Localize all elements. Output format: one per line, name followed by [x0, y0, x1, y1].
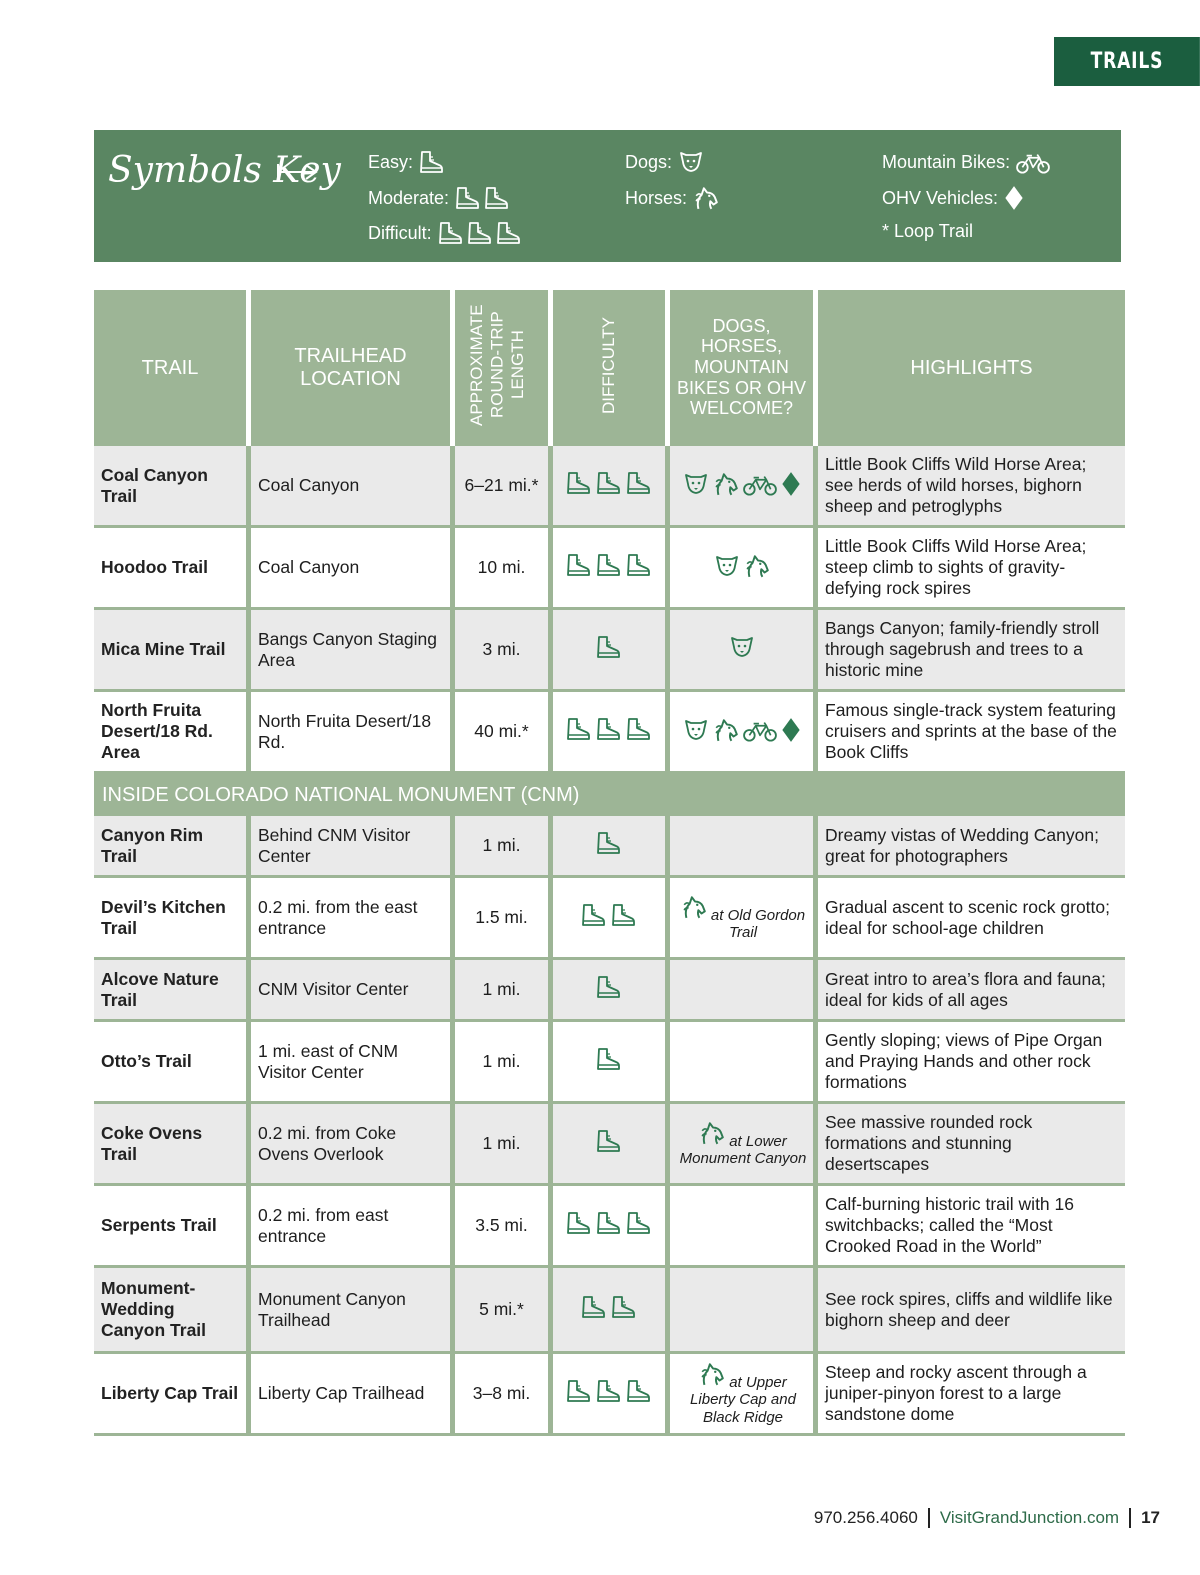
symbols-key-title: Symbols Key [108, 150, 341, 191]
boot-icon [566, 471, 592, 495]
table-row [94, 816, 1125, 878]
trailhead-location: 0.2 mi. from Coke Ovens Overlook [251, 1104, 455, 1186]
trailhead-location: 0.2 mi. from the east entrance [251, 878, 455, 960]
table-row [94, 1104, 1125, 1186]
section-tab-label: TRAILS [1090, 49, 1164, 74]
section-tab [1054, 37, 1200, 86]
horse-icon [713, 471, 739, 497]
highlights-text: Famous single-track system featuring cruisers and sprints at the base of the Book Cliffs [818, 692, 1125, 774]
trail-length: 1 mi. [455, 1104, 553, 1186]
boot-icon [596, 831, 622, 855]
horse-icon [699, 1361, 725, 1387]
boot-icon [596, 635, 622, 659]
highlights-text: Little Book Cliffs Wild Horse Area; see herds of wild horses, bighorn sheep and petroglyphs [818, 446, 1125, 528]
boot-icon [596, 1211, 622, 1235]
boot-icon [484, 186, 510, 210]
difficulty-cell [553, 1186, 670, 1268]
trail-name: Alcove Nature Trail [94, 960, 251, 1022]
header-length: APPROXIMATE ROUND-TRIP LENGTH [455, 290, 553, 446]
trail-length: 6–21 mi.* [455, 446, 553, 528]
difficulty-cell [553, 446, 670, 528]
bike-icon [1016, 150, 1050, 174]
boot-icon [596, 975, 622, 999]
trails-table [94, 290, 1125, 1436]
welcome-cell [670, 1104, 818, 1186]
boot-icon [455, 186, 481, 210]
welcome-note: at Lower Monument Canyon [679, 1132, 807, 1167]
trailhead-location: CNM Visitor Center [251, 960, 455, 1022]
header-welcome: DOGS, HORSES, MOUNTAIN BIKES OR OHV WELCOME? [670, 290, 818, 446]
trail-name: Coal Canyon Trail [94, 446, 251, 528]
difficulty-cell [553, 1354, 670, 1436]
difficulty-cell [553, 692, 670, 774]
trail-name: North Fruita Desert/18 Rd. Area [94, 692, 251, 774]
difficulty-cell [553, 1268, 670, 1354]
trail-length: 1 mi. [455, 816, 553, 878]
trailhead-location: Coal Canyon [251, 446, 455, 528]
key-ohv: OHV Vehicles: [882, 185, 1024, 211]
table-row [94, 446, 1125, 528]
key-difficult: Difficult: [368, 221, 522, 245]
difficulty-cell [553, 610, 670, 692]
trail-length: 40 mi.* [455, 692, 553, 774]
trailhead-location: North Fruita Desert/18 Rd. [251, 692, 455, 774]
boot-icon [566, 717, 592, 741]
welcome-cell [670, 1268, 818, 1354]
ohv-icon [781, 717, 801, 743]
dog-icon [683, 472, 709, 496]
horse-icon [713, 717, 739, 743]
boot-icon [496, 221, 522, 245]
boot-icon [626, 553, 652, 577]
table-header-row [94, 290, 1125, 446]
highlights-text: Steep and rocky ascent through a juniper-pinyon forest to a large sandstone dome [818, 1354, 1125, 1436]
symbols-key [94, 130, 1121, 262]
horse-icon [744, 553, 770, 579]
trail-length: 5 mi.* [455, 1268, 553, 1354]
horse-icon [681, 894, 707, 920]
highlights-text: Little Book Cliffs Wild Horse Area; steep climb to sights of gravity-defying rock spires [818, 528, 1125, 610]
trail-length: 3.5 mi. [455, 1186, 553, 1268]
trailhead-location: Monument Canyon Trailhead [251, 1268, 455, 1354]
welcome-cell [670, 960, 818, 1022]
table-row [94, 1268, 1125, 1354]
header-trail: TRAIL [94, 290, 251, 446]
table-row [94, 1186, 1125, 1268]
trail-length: 1 mi. [455, 960, 553, 1022]
boot-icon [581, 903, 607, 927]
section-row [94, 774, 1125, 816]
difficulty-cell [553, 1022, 670, 1104]
boot-icon [596, 1129, 622, 1153]
bike-icon [743, 718, 777, 742]
welcome-cell [670, 446, 818, 528]
trailhead-location: Bangs Canyon Staging Area [251, 610, 455, 692]
trail-length: 3 mi. [455, 610, 553, 692]
header-highlights: HIGHLIGHTS [818, 290, 1125, 446]
boot-icon [467, 221, 493, 245]
boot-icon [611, 1295, 637, 1319]
boot-icon [596, 1379, 622, 1403]
page-number: 17 [1141, 1508, 1160, 1527]
trail-name: Serpents Trail [94, 1186, 251, 1268]
trail-name: Mica Mine Trail [94, 610, 251, 692]
welcome-cell [670, 878, 818, 960]
boot-icon [596, 471, 622, 495]
horse-icon [693, 185, 719, 211]
boot-icon [611, 903, 637, 927]
welcome-cell [670, 692, 818, 774]
welcome-cell [670, 1186, 818, 1268]
welcome-cell [670, 816, 818, 878]
section-title: INSIDE COLORADO NATIONAL MONUMENT (CNM) [94, 774, 1125, 816]
trail-length: 1.5 mi. [455, 878, 553, 960]
footer-phone: 970.256.4060 [813, 1508, 918, 1527]
trailhead-location: Behind CNM Visitor Center [251, 816, 455, 878]
difficulty-cell [553, 528, 670, 610]
arrow-right-icon [276, 162, 320, 182]
table-row [94, 960, 1125, 1022]
trail-name: Canyon Rim Trail [94, 816, 251, 878]
highlights-text: Dreamy vistas of Wedding Canyon; great for photographers [818, 816, 1125, 878]
boot-icon [626, 1211, 652, 1235]
dog-icon [678, 150, 704, 174]
page-footer [814, 1508, 1160, 1528]
highlights-text: Gradual ascent to scenic rock grotto; ideal for school-age children [818, 878, 1125, 960]
boot-icon [626, 1379, 652, 1403]
key-horses: Horses: [625, 185, 719, 211]
trail-name: Liberty Cap Trail [94, 1354, 251, 1436]
boot-icon [626, 471, 652, 495]
highlights-text: Bangs Canyon; family-friendly stroll through sagebrush and trees to a historic mine [818, 610, 1125, 692]
table-row [94, 878, 1125, 960]
welcome-cell [670, 1354, 818, 1436]
boot-icon [566, 1211, 592, 1235]
welcome-cell [670, 528, 818, 610]
boot-icon [596, 717, 622, 741]
ohv-icon [781, 471, 801, 497]
key-easy: Easy: [368, 150, 445, 174]
boot-icon [596, 1047, 622, 1071]
table-row [94, 1354, 1125, 1436]
welcome-note: at Upper Liberty Cap and Black Ridge [690, 1374, 796, 1426]
trailhead-location: Coal Canyon [251, 528, 455, 610]
boot-icon [581, 1295, 607, 1319]
table-row [94, 610, 1125, 692]
footer-divider [928, 1508, 930, 1528]
highlights-text: See rock spires, cliffs and wildlife like bighorn sheep and deer [818, 1268, 1125, 1354]
trail-name: Hoodoo Trail [94, 528, 251, 610]
footer-divider [1129, 1508, 1131, 1528]
trail-length: 1 mi. [455, 1022, 553, 1104]
boot-icon [566, 553, 592, 577]
difficulty-cell [553, 1104, 670, 1186]
welcome-cell [670, 610, 818, 692]
highlights-text: Calf-burning historic trail with 16 switchbacks; called the “Most Crooked Road in the World” [818, 1186, 1125, 1268]
key-dogs: Dogs: [625, 150, 704, 174]
boot-icon [566, 1379, 592, 1403]
highlights-text: Great intro to area’s flora and fauna; ideal for kids of all ages [818, 960, 1125, 1022]
trailhead-location: Liberty Cap Trailhead [251, 1354, 455, 1436]
trail-name: Otto’s Trail [94, 1022, 251, 1104]
table-row [94, 528, 1125, 610]
difficulty-cell [553, 816, 670, 878]
trail-length: 10 mi. [455, 528, 553, 610]
trail-length: 3–8 mi. [455, 1354, 553, 1436]
trail-name: Devil’s Kitchen Trail [94, 878, 251, 960]
key-loop: * Loop Trail [882, 221, 974, 241]
dog-icon [714, 554, 740, 578]
boot-icon [626, 717, 652, 741]
header-difficulty: DIFFICULTY [553, 290, 670, 446]
bike-icon [743, 472, 777, 496]
boot-icon [419, 150, 445, 174]
header-location: TRAILHEAD LOCATION [251, 290, 455, 446]
difficulty-cell [553, 878, 670, 960]
trailhead-location: 0.2 mi. from east entrance [251, 1186, 455, 1268]
footer-url[interactable]: VisitGrandJunction.com [939, 1508, 1120, 1527]
highlights-text: Gently sloping; views of Pipe Organ and Praying Hands and other rock formations [818, 1022, 1125, 1104]
welcome-note: at Old Gordon Trail [710, 906, 806, 941]
difficulty-cell [553, 960, 670, 1022]
trail-name: Coke Ovens Trail [94, 1104, 251, 1186]
table-row [94, 1022, 1125, 1104]
ohv-icon [1004, 185, 1024, 211]
highlights-text: See massive rounded rock formations and stunning desertscapes [818, 1104, 1125, 1186]
dog-icon [729, 635, 755, 659]
trail-name: Monument-Wedding Canyon Trail [94, 1268, 251, 1354]
welcome-cell [670, 1022, 818, 1104]
key-moderate: Moderate: [368, 186, 510, 210]
boot-icon [438, 221, 464, 245]
table-row [94, 692, 1125, 774]
dog-icon [683, 718, 709, 742]
horse-icon [699, 1120, 725, 1146]
boot-icon [596, 553, 622, 577]
trailhead-location: 1 mi. east of CNM Visitor Center [251, 1022, 455, 1104]
key-bikes: Mountain Bikes: [882, 150, 1050, 174]
